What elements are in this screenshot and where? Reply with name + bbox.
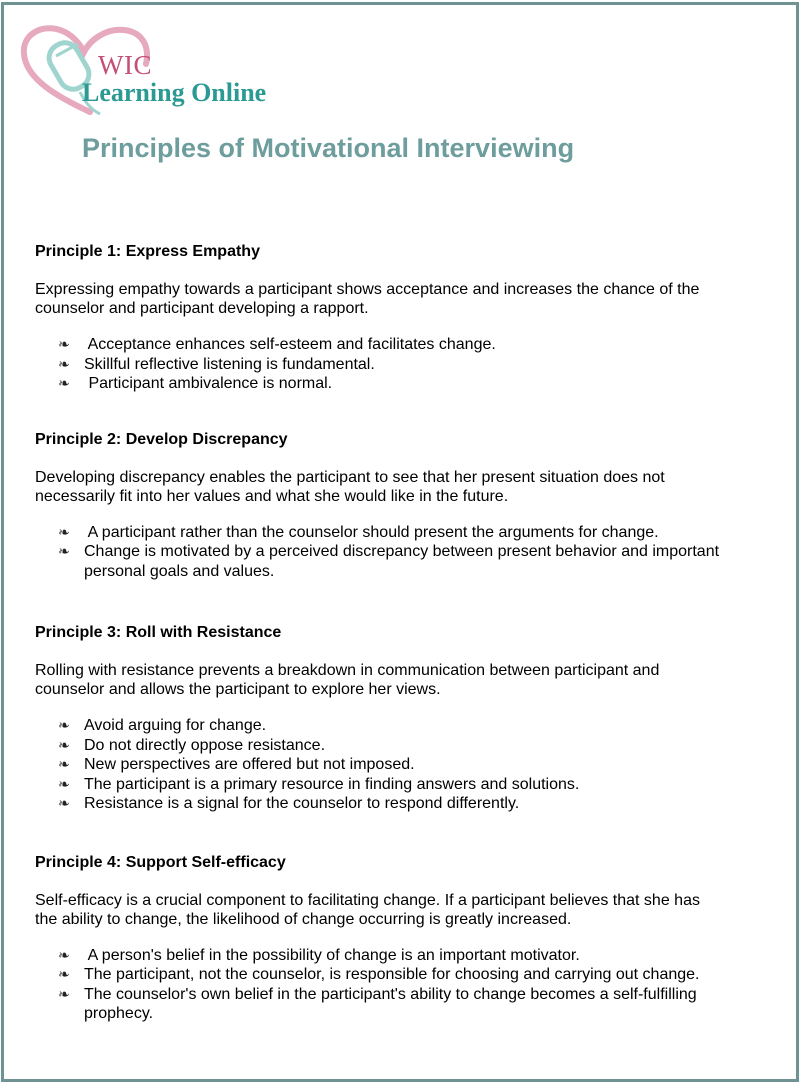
list-item: ❧ The participant, not the counselor, is responsible for choosing and carrying out change. — [58, 966, 700, 983]
list-item: ❧ A person's belief in the possibility of change is an important motivator. — [58, 946, 580, 964]
fleuron-bullet-icon: ❧ — [58, 946, 70, 963]
bullet-list — [35, 335, 765, 394]
list-item: ❧ Change is motivated by a perceived discrepancy between present behavior and important personal goals and values. — [58, 543, 720, 580]
principle-intro: Rolling with resistance prevents a breakdown in communication between participant and counselor and allows the participant to explore her views. — [35, 662, 660, 698]
principle-heading: Principle 2: Develop Discrepancy — [35, 430, 288, 448]
fleuron-bullet-icon: ❧ — [58, 717, 70, 733]
fleuron-bullet-icon: ❧ — [58, 775, 70, 792]
principle-2-section — [35, 430, 765, 582]
bullet-list — [35, 716, 765, 814]
list-item: ❧ The counselor's own belief in the participant's ability to change becomes a self-fulfilling prophecy. — [58, 985, 697, 1022]
fleuron-bullet-icon: ❧ — [58, 985, 70, 1002]
logo-learning-online-text: Learning Online — [82, 78, 267, 107]
fleuron-bullet-icon: ❧ — [58, 543, 70, 559]
list-item: ❧ Skillful reflective listening is fundamental. — [58, 355, 375, 373]
principle-1-section — [35, 242, 765, 394]
fleuron-bullet-icon: ❧ — [58, 795, 70, 811]
fleuron-bullet-icon: ❧ — [58, 756, 70, 772]
wic-logo — [20, 20, 282, 120]
list-item: ❧ Participant ambivalence is normal. — [58, 375, 333, 392]
fleuron-bullet-icon: ❧ — [58, 736, 70, 753]
principle-heading: Principle 1: Express Empathy — [35, 243, 260, 260]
fleuron-bullet-icon: ❧ — [58, 375, 70, 391]
bullet-list — [35, 523, 765, 582]
principle-intro: Expressing empathy towards a participant shows acceptance and increases the chance of the counselor and participant developing a rapport. — [35, 281, 700, 317]
list-item: ❧ Do not directly oppose resistance. — [58, 736, 326, 754]
principle-intro: Developing discrepancy enables the participant to see that her present situation does not necessarily fit into her values and what she would like in the future. — [35, 468, 665, 505]
fleuron-bullet-icon: ❧ — [58, 523, 70, 540]
logo-wic-text: WIC — [98, 50, 152, 80]
principle-heading: Principle 4: Support Self-efficacy — [35, 853, 286, 871]
principle-3-section — [35, 623, 765, 814]
list-item: ❧ Acceptance enhances self-esteem and facilitates change. — [58, 336, 496, 353]
list-item: ❧ The participant is a primary resource in finding answers and solutions. — [58, 775, 580, 793]
bullet-list — [35, 946, 765, 1024]
principle-intro: Self-efficacy is a crucial component to facilitating change. If a participant believes that she has the ability to change, the likelihood of change occurring is greatly increased. — [35, 891, 700, 928]
fleuron-bullet-icon: ❧ — [58, 355, 70, 372]
fleuron-bullet-icon: ❧ — [58, 966, 70, 982]
list-item: ❧ Resistance is a signal for the counselor to respond differently. — [58, 795, 520, 812]
page-title: Principles of Motivational Interviewing — [82, 133, 575, 163]
principle-4-section — [35, 853, 765, 1024]
principle-heading: Principle 3: Roll with Resistance — [35, 624, 282, 641]
content — [35, 242, 765, 1024]
list-item: ❧ Avoid arguing for change. — [58, 717, 267, 734]
list-item: ❧ A participant rather than the counselor should present the arguments for change. — [58, 523, 659, 541]
list-item: ❧ New perspectives are offered but not imposed. — [58, 756, 415, 773]
fleuron-bullet-icon: ❧ — [58, 336, 70, 352]
